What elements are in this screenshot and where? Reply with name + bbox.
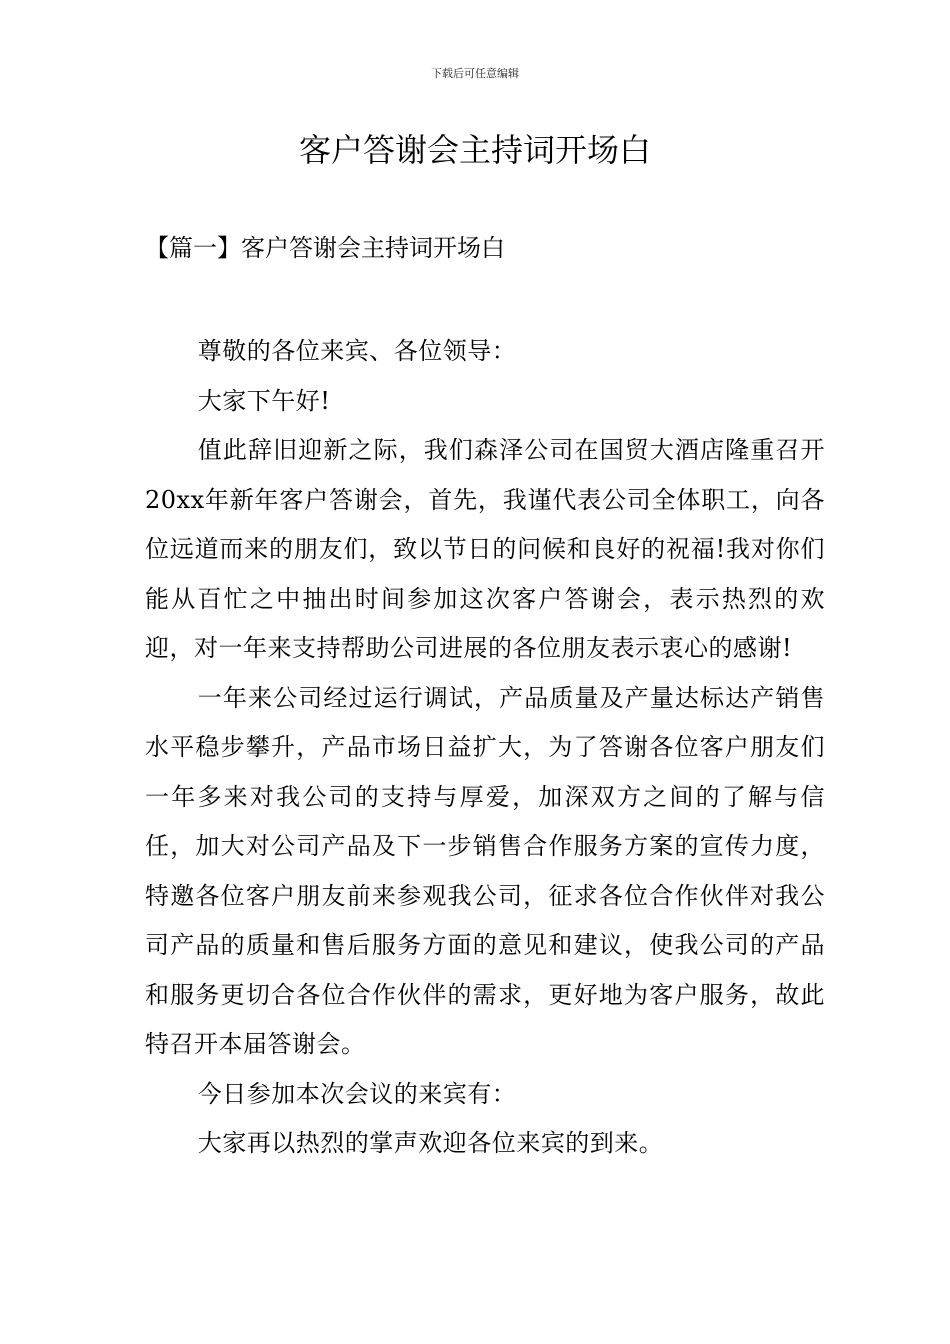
header-note: 下载后可任意编辑	[431, 67, 519, 80]
paragraph-salutation: 尊敬的各位来宾、各位领导：	[197, 337, 517, 365]
paragraph-greeting: 大家下午好!	[197, 386, 331, 415]
paragraph-applause: 大家再以热烈的掌声欢迎各位来宾的到来。	[197, 1129, 664, 1157]
paragraph-guests-intro: 今日参加本次会议的来宾有：	[197, 1079, 517, 1108]
section-heading: 【篇一】客户答谢会主持词开场白	[145, 234, 505, 262]
document-title: 客户答谢会主持词开场白	[298, 131, 651, 169]
paragraph-welcome: 值此辞旧迎新之际，我们森泽公司在国贸大酒店隆重召开20xx年新年客户答谢会，首先，我谨代表公司全体职工，向各位远道而来的朋友们，致以节日的问候和良好的祝福!我对你们能从百忙之中抽出时间参加这次客户答谢会，表示热烈的欢迎，对一年来支持帮助公司进展的各位朋友表示衷心的感谢!	[145, 436, 825, 662]
paragraph-purpose: 一年来公司经过运行调试，产品质量及产量达标达产销售水平稳步攀升，产品市场日益扩大，为了答谢各位客户朋友们一年多来对我公司的支持与厚爱，加深双方之间的了解与信任，加大对公司产品及下一步销售合作服务方案的宣传力度，特邀各位客户朋友前来参观我公司，征求各位合作伙伴对我公司产品的质量和售后服务方面的意见和建议，使我公司的产品和服务更切合各位合作伙伴的需求，更好地为客户服务，故此特召开本届答谢会。	[145, 683, 825, 1058]
body-text	[145, 327, 825, 1169]
